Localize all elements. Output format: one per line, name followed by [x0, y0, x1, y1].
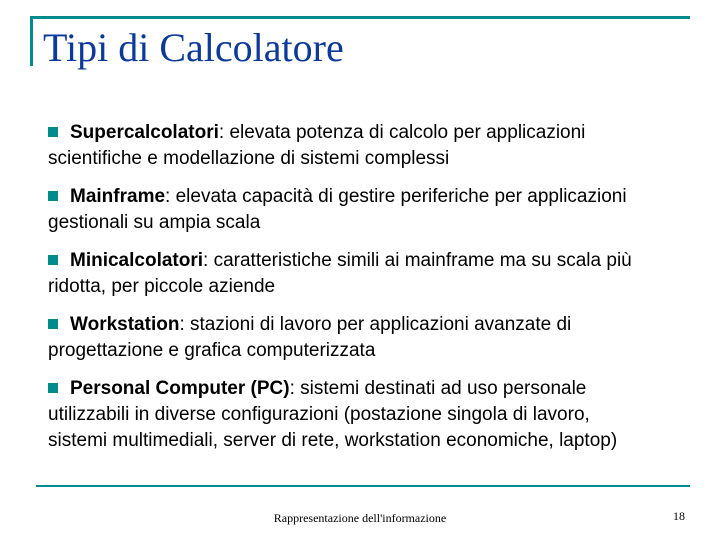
- bullet-item-supercalcolatori: [48, 120, 648, 172]
- bullet-term: Workstation: [70, 314, 180, 335]
- slide-title: Tipi di Calcolatore: [43, 25, 344, 70]
- title-frame-top-rule: [30, 16, 690, 19]
- title-frame-left-rule: [30, 16, 33, 66]
- footer-text: Rappresentazione dell'informazione: [273, 511, 447, 525]
- footer-rule: [36, 485, 690, 487]
- page-number: 18: [673, 509, 685, 523]
- bullet-description: : sistemi destinati ad uso personale utilizzabili in diverse configurazioni (postazione singola di lavoro, sistemi multimediali, server di rete, workstation economiche, laptop): [48, 378, 618, 451]
- bullet-item-mainframe: [48, 184, 648, 236]
- square-bullet-icon: [48, 255, 58, 265]
- bullet-description: : stazioni di lavoro per applicazioni avanzate di progettazione e grafica computerizzata: [48, 314, 572, 361]
- square-bullet-icon: [48, 383, 58, 393]
- bullet-item-workstation: [48, 312, 648, 364]
- square-bullet-icon: [48, 319, 58, 329]
- bullet-term: Personal Computer (PC): [70, 378, 290, 399]
- bullet-description: : elevata potenza di calcolo per applicazioni scientifiche e modellazione di sistemi complessi: [48, 122, 586, 169]
- bullet-item-minicalcolatori: [48, 248, 648, 300]
- bullet-term: Supercalcolatori: [70, 122, 219, 143]
- square-bullet-icon: [48, 191, 58, 201]
- bullet-item-personal-computer: [48, 376, 648, 454]
- bullet-description: : caratteristiche simili ai mainframe ma su scala più ridotta, per piccole aziende: [48, 250, 632, 297]
- bullet-list: [48, 120, 648, 466]
- square-bullet-icon: [48, 127, 58, 137]
- bullet-term: Minicalcolatori: [70, 250, 204, 271]
- bullet-description: : elevata capacità di gestire periferiche per applicazioni gestionali su ampia scala: [48, 186, 627, 233]
- bullet-term: Mainframe: [70, 186, 166, 207]
